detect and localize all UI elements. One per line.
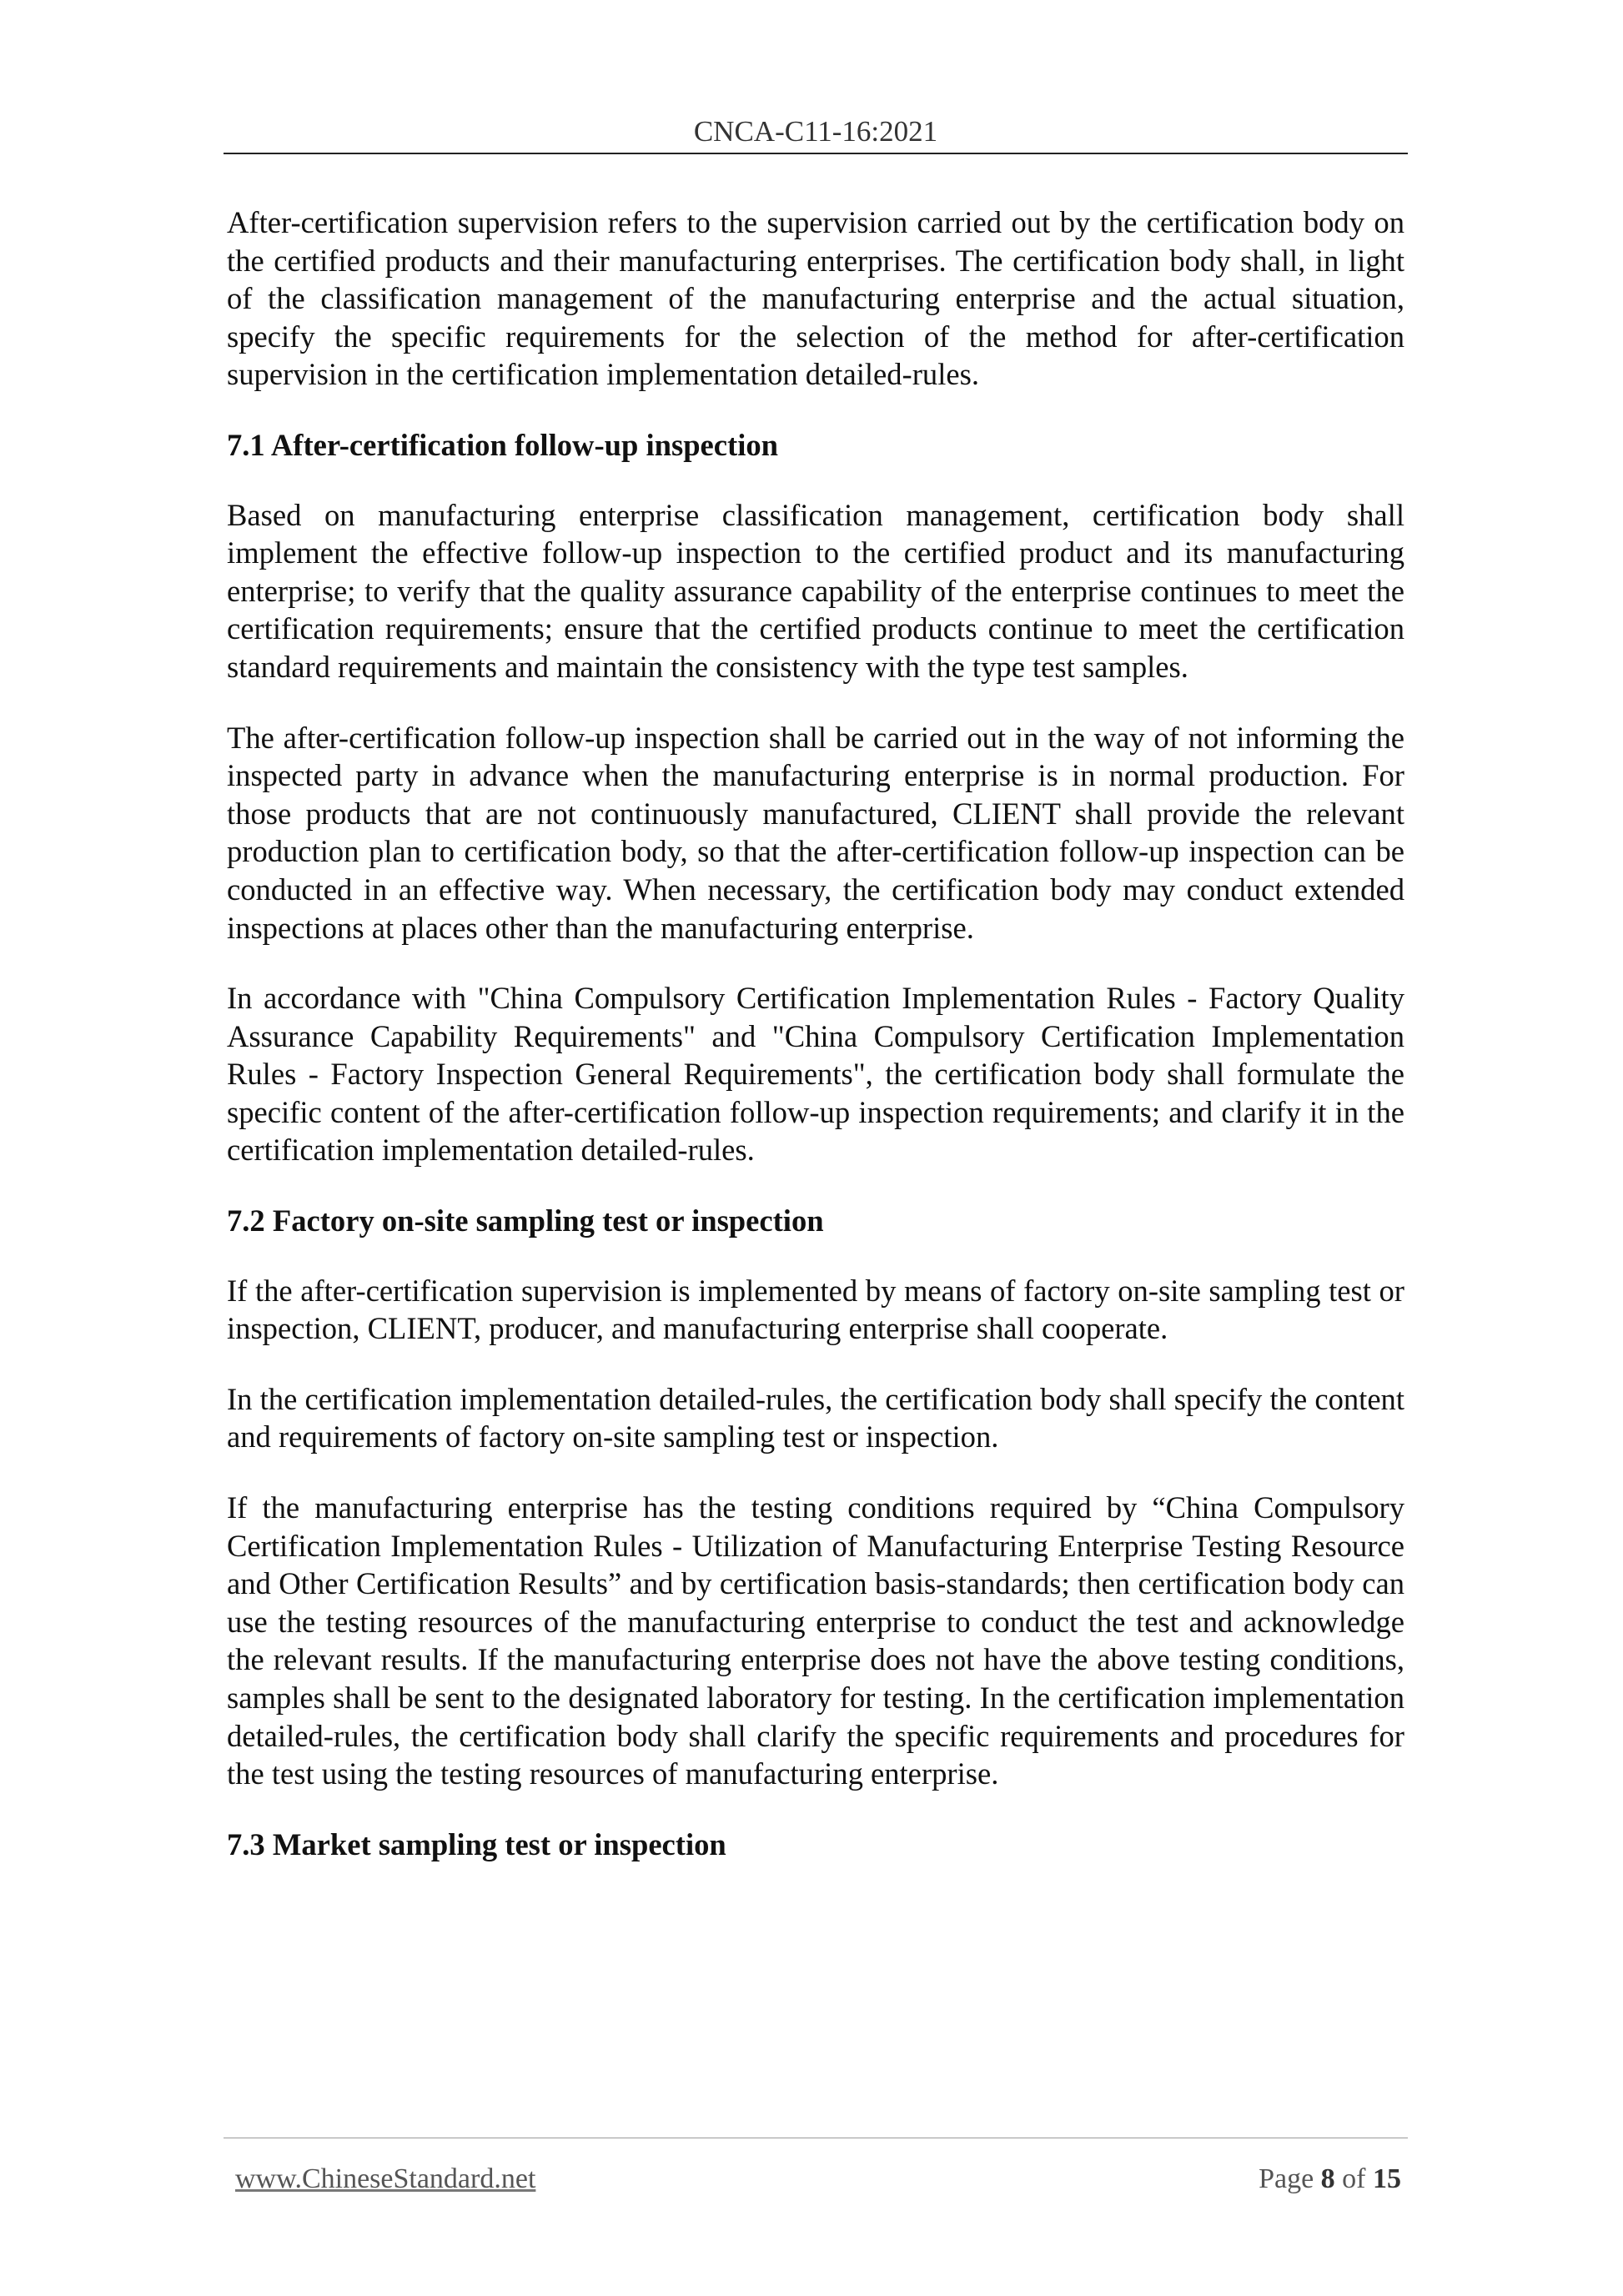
page-of-label: of [1342, 2163, 1366, 2194]
header-divider [224, 153, 1408, 154]
section-7-1-paragraph-2: The after-certification follow-up inspection shall be carried out in the way of not informing the inspected party in advance when the manufacturing enterprise is in normal production. For those products that are not continuously manufactured, CLIENT shall provide the relevant production plan to certification body, so that the after-certification follow-up inspection can be conducted in an effective way. When necessary, the certification body may conduct extended inspections at places other than the manufacturing enterprise. [227, 720, 1404, 945]
current-page-number: 8 [1320, 2163, 1335, 2194]
page-content [227, 203, 1404, 1895]
document-code-header: CNCA-C11-16:2021 [693, 115, 938, 148]
section-7-1-paragraph-1: Based on manufacturing enterprise classification management, certification body shall implement the effective follow-up inspection to the certified product and its manufacturing enterprise; to verify that the quality assurance capability of the enterprise continues to meet the certification requirements; ensure that the certified products continue to meet the certification standard requirements and maintain the consistency with the type test samples. [227, 497, 1404, 684]
section-7-2-heading: 7.2 Factory on-site sampling test or inspection [227, 1203, 824, 1238]
section-7-3-heading: 7.3 Market sampling test or inspection [227, 1826, 726, 1861]
section-7-2-paragraph-3: If the manufacturing enterprise has the testing conditions required by “China Compulsory Certification Implementation Rules - Utilization of Manufacturing Enterprise Testing Resource and Other Certification Results” and by certification basis-standards; then certification body can use the testing resources of the manufacturing enterprise to conduct the test and acknowledge the relevant results. If the manufacturing enterprise does not have the above testing conditions, samples shall be sent to the designated laboratory for testing. In the certification implementation detailed-rules, the certification body shall clarify the specific requirements and procedures for the test using the testing resources of manufacturing enterprise. [227, 1490, 1404, 1791]
total-page-count: 15 [1373, 2163, 1401, 2194]
section-7-2-paragraph-2: In the certification implementation detailed-rules, the certification body shall specify the content and requirements of factory on-site sampling test or inspection. [227, 1381, 1404, 1454]
section-7-2-paragraph-1: If the after-certification supervision is implemented by means of factory on-site sampling test or inspection, CLIENT, producer, and manufacturing enterprise shall cooperate. [227, 1273, 1404, 1346]
section-7-1-paragraph-3: In accordance with "China Compulsory Certification Implementation Rules - Factory Quality Assurance Capability Requirements" and "China Compulsory Certification Implementation Rules - Factory Inspection General Requirements", the certification body shall formulate the specific content of the after-certification follow-up inspection requirements; and clarify it in the certification implementation detailed-rules. [227, 981, 1404, 1168]
page-number [1259, 2163, 1401, 2196]
intro-paragraph: After-certification supervision refers to the supervision carried out by the certification body on the certified products and their manufacturing enterprises. The certification body shall, in light of the classification management of the manufacturing enterprise and the actual situation, specify the specific requirements for the selection of the method for after-certification supervision in the certification implementation detailed-rules. [227, 205, 1404, 392]
website-link[interactable]: www.ChineseStandard.net [235, 2163, 536, 2194]
page-label: Page [1259, 2163, 1314, 2194]
section-7-1-heading: 7.1 After-certification follow-up inspection [227, 427, 778, 462]
